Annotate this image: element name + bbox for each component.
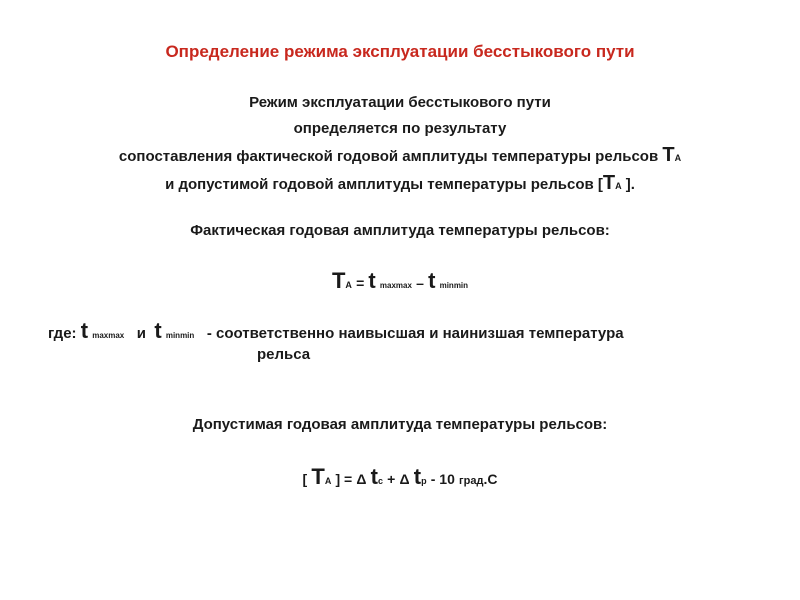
t-symbol: t — [80, 318, 89, 343]
t-symbol: t — [370, 464, 378, 489]
equals-sign: = — [356, 275, 365, 291]
ta-subscript: A — [324, 476, 332, 486]
ta-subscript: A — [674, 153, 682, 163]
bracket-open: [ — [302, 471, 308, 487]
unit-c: .С — [483, 471, 498, 487]
intro-line-1: Режим эксплуатации бесстыкового пути — [249, 94, 551, 111]
t-symbol: t — [428, 268, 436, 293]
subscript-maxmax: maxmax — [92, 331, 125, 340]
subscript-minmin: minmin — [439, 281, 469, 290]
intro-line-4-end: ]. — [625, 176, 635, 193]
ta-subscript: A — [345, 280, 352, 290]
subscript-minmin: minmin — [165, 331, 195, 340]
intro-line-2: определяется по результату — [293, 120, 507, 137]
where-label: где: — [48, 325, 77, 342]
t-symbol: t — [154, 318, 162, 343]
where-and: и — [136, 325, 146, 342]
where-dash: - — [206, 325, 212, 342]
subscript-c: с — [377, 476, 383, 486]
delta-symbol: Δ — [356, 471, 367, 487]
intro-line-3 — [0, 144, 800, 167]
slide-title: Определение режима эксплуатации бесстыкового пути — [165, 42, 635, 61]
where-description: соответственно наивысшая и наинизшая температура — [215, 325, 624, 342]
allowed-amplitude-heading: Допустимая годовая амплитуда температуры рельсов: — [192, 416, 608, 433]
where-line — [48, 318, 624, 344]
formula-actual — [0, 268, 800, 294]
actual-amplitude-heading: Фактическая годовая амплитуда температуры рельсов: — [190, 222, 610, 239]
ta-symbol: T — [602, 172, 616, 194]
subscript-maxmax: maxmax — [379, 281, 412, 290]
ta-symbol: T — [331, 268, 346, 293]
formula-tail: - 10 — [430, 471, 455, 487]
formula-allowed — [0, 464, 800, 490]
minus-sign: – — [416, 275, 424, 291]
subscript-r: р — [421, 476, 427, 486]
ta-subscript: A — [615, 181, 622, 191]
delta-symbol: Δ — [399, 471, 410, 487]
unit-grad: град — [459, 475, 484, 487]
intro-line-4 — [0, 172, 800, 195]
where-description-cont: рельса — [257, 346, 311, 363]
plus-sign: + — [387, 471, 396, 487]
intro-line-3-text: сопоставления фактической годовой амплитуды температуры рельсов — [118, 148, 659, 165]
ta-symbol: T — [662, 144, 675, 166]
intro-line-4-text: и допустимой годовой амплитуды температуры рельсов [ — [165, 176, 603, 193]
bracket-close-equals: ] = — [335, 471, 353, 487]
ta-symbol: T — [311, 464, 325, 489]
t-symbol: t — [368, 268, 376, 293]
t-symbol: t — [413, 464, 422, 489]
